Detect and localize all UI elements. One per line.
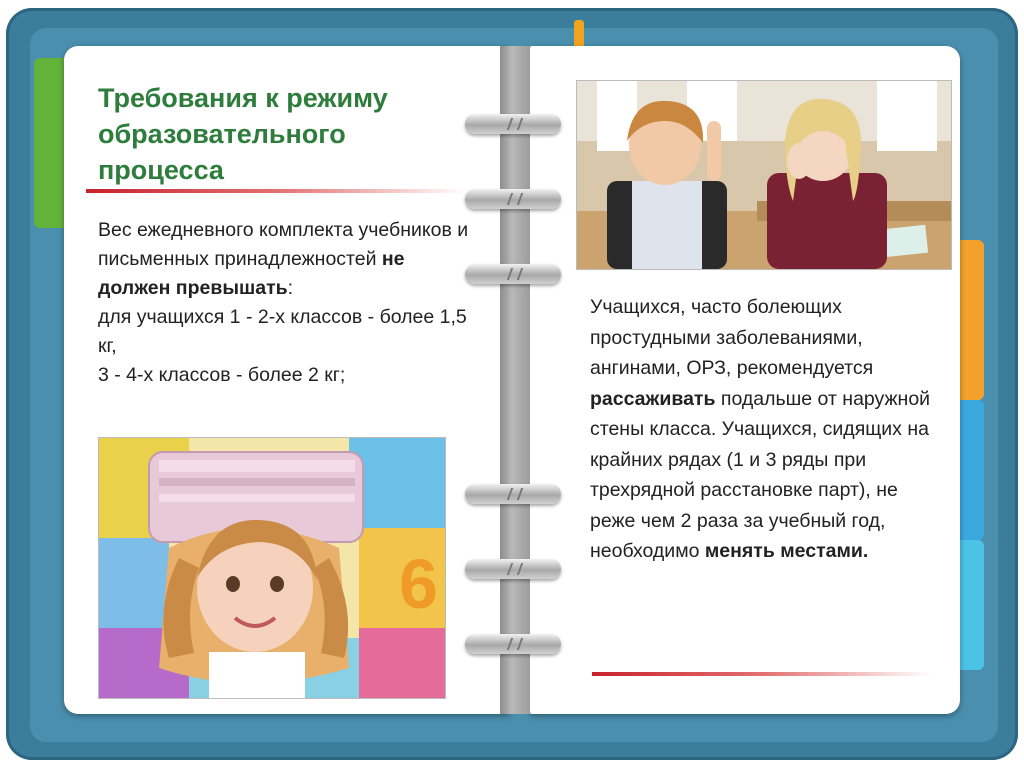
requirement-grades-1-2: для учащихся 1 - 2-х классов - более 1,5 кг, <box>98 306 467 357</box>
title-line: образовательного <box>98 119 346 149</box>
spiral-ring <box>465 114 561 134</box>
bottom-underline <box>592 672 932 676</box>
intro-bold-text: не должен превышать <box>98 248 405 299</box>
spiral-ring <box>465 484 561 504</box>
svg-text:6: 6 <box>399 545 438 623</box>
title-underline <box>86 189 466 193</box>
page-title <box>98 80 478 188</box>
recommendation-bold-2: менять местами. <box>704 540 869 562</box>
intro-text: Вес ежедневного комплекта учебников и письменных принадлежностей <box>98 219 469 270</box>
spiral-ring <box>465 559 561 579</box>
classroom-children-photo <box>576 80 952 270</box>
title-line: Требования к режиму <box>98 83 388 113</box>
spiral-ring <box>465 264 561 284</box>
spiral-ring <box>465 189 561 209</box>
recommendation-bold-1: рассаживать <box>590 387 716 410</box>
notebook-spine <box>500 46 530 714</box>
girl-with-backpack-illustration <box>99 438 445 698</box>
title-line: процесса <box>98 155 224 185</box>
girl-with-backpack-photo <box>98 437 446 699</box>
intro-end-text: : <box>287 277 294 299</box>
weight-requirements-text <box>98 216 478 390</box>
spiral-ring <box>465 634 561 654</box>
classroom-illustration <box>577 81 951 269</box>
requirement-grades-3-4: 3 - 4-х классов - более 2 кг; <box>98 364 346 386</box>
seating-recommendation-text <box>590 292 940 567</box>
recommendation-part-2: подальше от наружной стены класса. Учащихся, сидящих на крайних рядах (1 и 3 ряды при трехрядной расстановке парт), не реже чем 2 раза за учебный год, необходимо <box>590 387 931 562</box>
recommendation-part-1: Учащихся, часто болеющих простудными заболеваниями, ангинами, ОРЗ, рекомендуется <box>590 296 874 379</box>
